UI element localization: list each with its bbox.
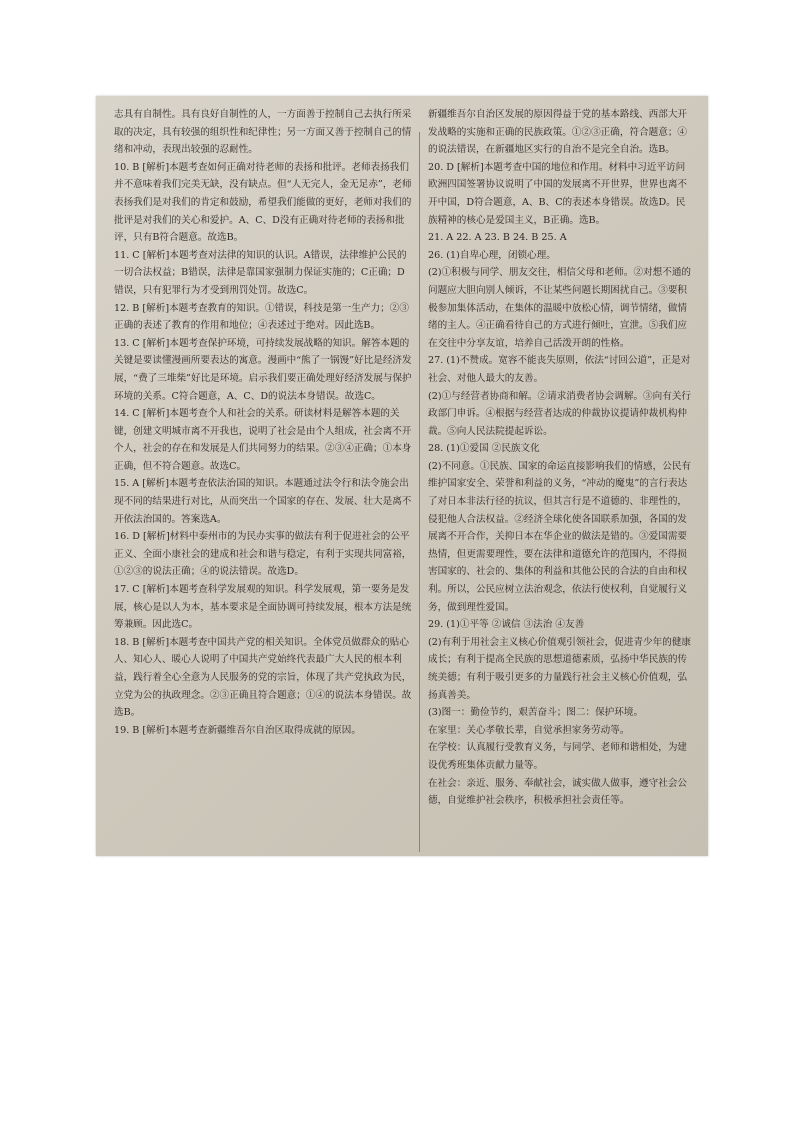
answer-16: 16. D [解析]材料中泰州市的为民办实事的做法有利于促进社会的公平正义、全面小康社会的建成和社会和谐与稳定，有利于实现共同富裕，①②③的说法正确；④的说法错误。故选D。 bbox=[114, 531, 412, 578]
answer-19-continued: 新疆维吾尔自治区发展的原因得益于党的基本路线、西部大开发战略的实施和正确的民族政策。①②③正确，符合题意；④的说法错误，在新疆地区实行的自治不是完全自治。选B。 bbox=[428, 109, 688, 156]
answer-29-2: (2)有利于用社会主义核心价值观引领社会，促进青少年的健康成长；有利于提高全民族的思想道德素质，弘扬中华民族的传统美德；有利于吸引更多的力量践行社会主义核心价值观，弘扬真善美。 bbox=[428, 636, 692, 701]
answer-13: 13. C [解析]本题考查保护环境，可持续发展战略的知识。解答本题的关键是要读懂漫画所要表达的寓意。漫画中“熊了一锅馒”好比是经济发展，“费了三堆柴”好比是环境。启示我们要正确处理好经济发展与保护环境的关系。C符合题意，A、C、D的说法本身错误。故选C。 bbox=[114, 337, 412, 402]
answer-15: 15. A [解析]本题考查依法治国的知识。本题通过法令行和法令施会出现不同的结果进行对比，从而突出一个国家的存在、发展、壮大是离不开依法治国的。答案选A。 bbox=[114, 478, 412, 525]
answer-11: 11. C [解析]本题考查对法律的知识的认识。A错误，法律维护公民的一切合法权益；B错误，法律是靠国家强制力保证实施的；C正确；D错误，只有犯罪行为才受到刑罚处罚。故选C。 bbox=[114, 249, 407, 296]
answer-12: 12. B [解析]本题考查教育的知识。①错误，科技是第一生产力；②③正确的表述了教育的作用和地位；④表述过于绝对。因此选B。 bbox=[114, 302, 409, 332]
answers-21-25: 21. A 22. A 23. B 24. B 25. A bbox=[428, 232, 567, 244]
answer-29-3: (3)图一：勤俭节约，艰苦奋斗；图二：保护环境。 bbox=[428, 707, 644, 719]
answer-29-1: 29. (1)①平等 ②诚信 ③法治 ④友善 bbox=[428, 619, 585, 631]
answer-17: 17. C [解析]本题考查科学发展观的知识。科学发展观，第一要务是发展，核心是以人为本，基本要求是全面协调可持续发展，根本方法是统筹兼顾。因此选C。 bbox=[114, 584, 412, 631]
answer-28-1: 28. (1)①爱国 ②民族文化 bbox=[428, 443, 540, 455]
answer-28-2: (2)不同意。①民族、国家的命运直接影响我们的情感，公民有维护国家安全、荣誉和利益的义务，“冲动的魔鬼”的言行表达了对日本非法行径的抗议，但其言行是不道德的、非理性的，侵犯他人合法权益。②经济全球化使各国联系加强，各国的发展离不开合作，关抑日本在华企业的做法是错的。③爱国需要热情，但更需要理性，要在法律和道德允许的范围内，不得损害国家的、社会的、集体的利益和其他公民的合法的自由和权利。所以，公民应树立法治观念，依法行使权利，自觉履行义务，做到理性爱国。 bbox=[428, 460, 692, 613]
answer-26-2: (2)①积极与同学、朋友交往，相信父母和老师。②对想不通的问题应大胆向别人倾诉，不让某些问题长期困扰自己。③要积极参加集体活动，在集体的温暖中放松心情，调节情绪，做情绪的主人。④正确看待自己的方式进行倾吐，宣泄。⑤我们应在交往中分享友谊，培养自己活泼开朗的性格。 bbox=[428, 267, 692, 349]
answer-10: 10. B [解析]本题考查如何正确对待老师的表扬和批评。老师表扬我们并不意味着我们完美无缺，没有缺点。但“人无完人，金无足赤”，老师表扬我们是对我们的肯定和鼓励，希望我们能做的更好，老师对我们的批评是对我们的关心和爱护。A、C、D没有正确对待老师的表扬和批评，只有B符合题意。故选B。 bbox=[114, 161, 412, 244]
answer-20: 20. D [解析]本题考查中国的地位和作用。材料中习近平访问欧洲四国签署协议说明了中国的发展离不开世界，世界也离不开中国，D符合题意，A、B、C的表述本身错误。故选D。民族精神的核心是爱国主义，B正确。选B。 bbox=[428, 161, 688, 226]
answer-14: 14. C [解析]本题考查个人和社会的关系。研读材料是解答本题的关键，创建文明城市离不开我也，说明了社会是由个人组成，社会离不开个人，社会的存在和发展是人们共同努力的结果。②③④正确；①本身正确，但不符合题意。故选C。 bbox=[114, 408, 412, 472]
answer-27-2: (2)①与经营者协商和解。②请求消费者协会调解。③向有关行政部门申诉。④根据与经营者达成的仲裁协议提请仲裁机构仲裁。⑤向人民法院提起诉讼。 bbox=[428, 390, 692, 437]
answer-19: 19. B [解析]本题考查新疆维吾尔自治区取得成就的原因。 bbox=[114, 724, 361, 736]
scanned-answer-page bbox=[96, 96, 708, 856]
column-divider bbox=[419, 132, 420, 852]
right-column bbox=[428, 106, 694, 810]
left-column bbox=[114, 106, 412, 739]
answer-29-home: 在家里：关心孝敬长辈，自觉承担家务劳动等。 bbox=[428, 724, 630, 736]
answer-18: 18. B [解析]本题考查中国共产党的相关知识。全体党员做群众的贴心人、知心人、暖心人说明了中国共产党始终代表最广大人民的根本利益，践行着全心全意为人民服务的党的宗旨，体现了共产党执政为民，立党为公的执政理念。②③正确且符合题意；①④的说法本身错误。故选B。 bbox=[114, 636, 412, 719]
answer-29-society: 在社会：亲近、服务、奉献社会，诚实做人做事，遵守社会公德，自觉维护社会秩序，积极承担社会责任等。 bbox=[428, 777, 688, 807]
left-paragraph: 志具有自制性。具有良好自制性的人，一方面善于控制自己去执行所采取的决定，具有较强的组织性和纪律性；另一方面又善于控制自己的情绪和冲动，表现出较强的忍耐性。 bbox=[114, 109, 412, 156]
answer-29-school: 在学校：认真履行受教育义务，与同学、老师和谐相处，为建设优秀班集体贡献力量等。 bbox=[428, 742, 688, 771]
answer-26-1: 26. (1)自卑心理，闭锁心理。 bbox=[428, 249, 556, 261]
answer-27-1: 27. (1)不赞成。宽容不能丧失原则，依法“讨回公道”，正是对社会、对他人最大的友善。 bbox=[428, 355, 691, 384]
